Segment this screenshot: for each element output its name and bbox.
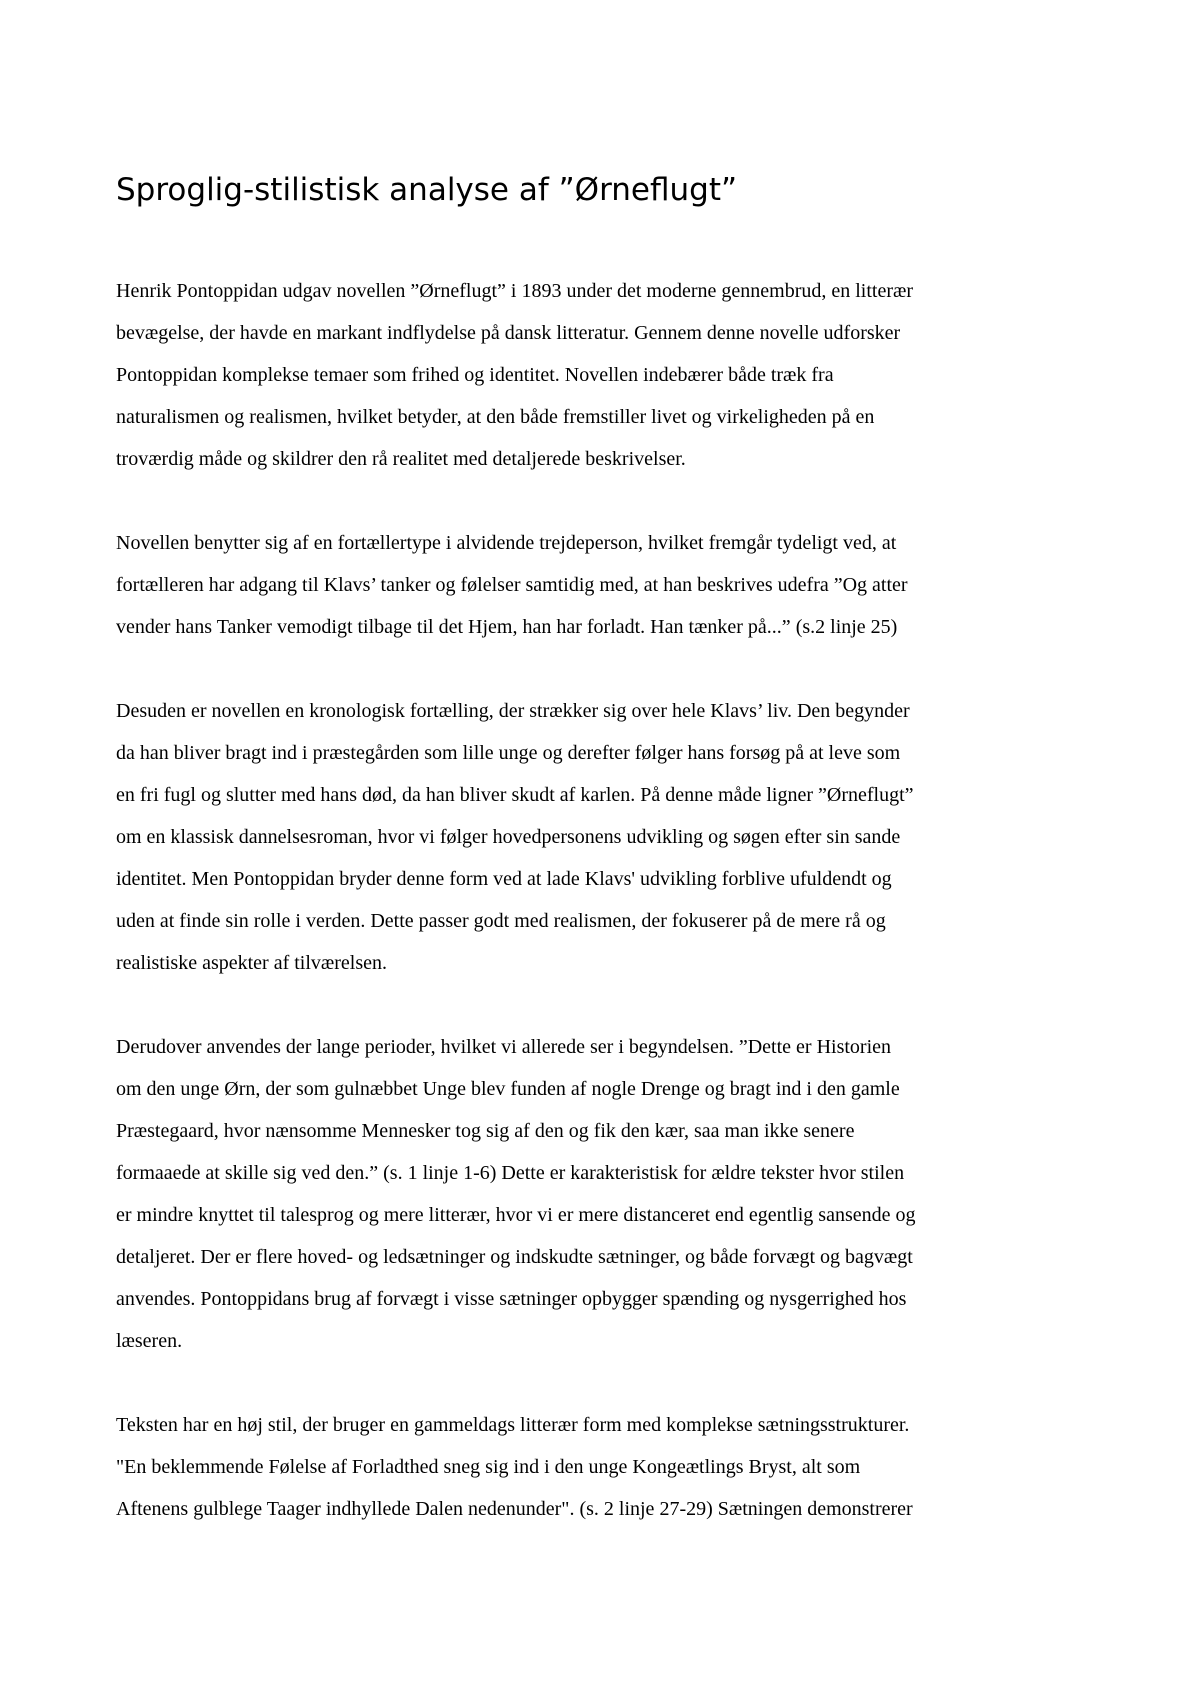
- text-line: er mindre knyttet til talesprog og mere litterær, hvor vi er mere distanceret end egentlig sansende og: [116, 1204, 916, 1226]
- text-line: Desuden er novellen en kronologisk fortælling, der strækker sig over hele Klavs’ liv. Den begynder: [116, 700, 910, 722]
- text-line: da han bliver bragt ind i præstegården som lille unge og derefter følger hans forsøg på at leve som: [116, 742, 901, 764]
- text-line: om en klassisk dannelsesroman, hvor vi følger hovedpersonens udvikling og søgen efter sin sande: [116, 826, 901, 848]
- paragraph-style: [116, 1404, 1096, 1530]
- text-line: Derudover anvendes der lange perioder, hvilket vi allerede ser i begyndelsen. ”Dette er Historien: [116, 1036, 891, 1058]
- document-title: Sproglig-stilistisk analyse af ”Ørneflugt”: [116, 172, 738, 208]
- text-line: Aftenens gulblege Taager indhyllede Dalen nedenunder". (s. 2 linje 27-29) Sætningen demonstrerer: [116, 1498, 913, 1520]
- text-line: en fri fugl og slutter med hans død, da han bliver skudt af karlen. På denne måde ligner ”Ørneflugt”: [116, 784, 914, 806]
- text-line: naturalismen og realismen, hvilket betyder, at den både fremstiller livet og virkeligheden på en: [116, 406, 875, 428]
- paragraph-narrator: [116, 522, 1096, 648]
- paragraph-introduction: [116, 270, 1096, 480]
- text-line: formaaede at skille sig ved den.” (s. 1 linje 1-6) Dette er karakteristisk for ældre tekster hvor stilen: [116, 1162, 905, 1184]
- text-line: Præstegaard, hvor nænsomme Mennesker tog sig af den og fik den kær, saa man ikke senere: [116, 1120, 855, 1142]
- text-line: detaljeret. Der er flere hoved- og ledsætninger og indskudte sætninger, og både forvægt og bagvægt: [116, 1246, 913, 1268]
- text-line: fortælleren har adgang til Klavs’ tanker og følelser samtidig med, at han beskrives udefra ”Og atter: [116, 574, 908, 596]
- text-line: Pontoppidan komplekse temaer som frihed og identitet. Novellen indebærer både træk fra: [116, 364, 834, 386]
- text-line: identitet. Men Pontoppidan bryder denne form ved at lade Klavs' udvikling forblive ufuldendt og: [116, 868, 892, 890]
- text-line: bevægelse, der havde en markant indflydelse på dansk litteratur. Gennem denne novelle udforsker: [116, 322, 901, 344]
- text-line: Novellen benytter sig af en fortællertype i alvidende trejdeperson, hvilket fremgår tydeligt ved, at: [116, 532, 897, 554]
- text-line: vender hans Tanker vemodigt tilbage til det Hjem, han har forladt. Han tænker på...” (s.2 linje 25): [116, 616, 898, 638]
- text-line: Teksten har en høj stil, der bruger en gammeldags litterær form med komplekse sætningsstrukturer.: [116, 1414, 910, 1436]
- text-line: troværdig måde og skildrer den rå realitet med detaljerede beskrivelser.: [116, 448, 686, 470]
- text-line: Henrik Pontoppidan udgav novellen ”Ørneflugt” i 1893 under det moderne gennembrud, en litterær: [116, 280, 914, 302]
- paragraph-chronology: [116, 690, 1096, 984]
- text-line: anvendes. Pontoppidans brug af forvægt i visse sætninger opbygger spænding og nysgerrighed hos: [116, 1288, 907, 1310]
- text-line: læseren.: [116, 1330, 183, 1352]
- text-line: uden at finde sin rolle i verden. Dette passer godt med realismen, der fokuserer på de mere rå og: [116, 910, 886, 932]
- text-line: om den unge Ørn, der som gulnæbbet Unge blev funden af nogle Drenge og bragt ind i den gamle: [116, 1078, 900, 1100]
- text-line: realistiske aspekter af tilværelsen.: [116, 952, 388, 974]
- paragraph-long-periods: [116, 1026, 1096, 1362]
- text-line: "En beklemmende Følelse af Forladthed sneg sig ind i den unge Kongeætlings Bryst, alt som: [116, 1456, 861, 1478]
- document-body: [116, 270, 1096, 1572]
